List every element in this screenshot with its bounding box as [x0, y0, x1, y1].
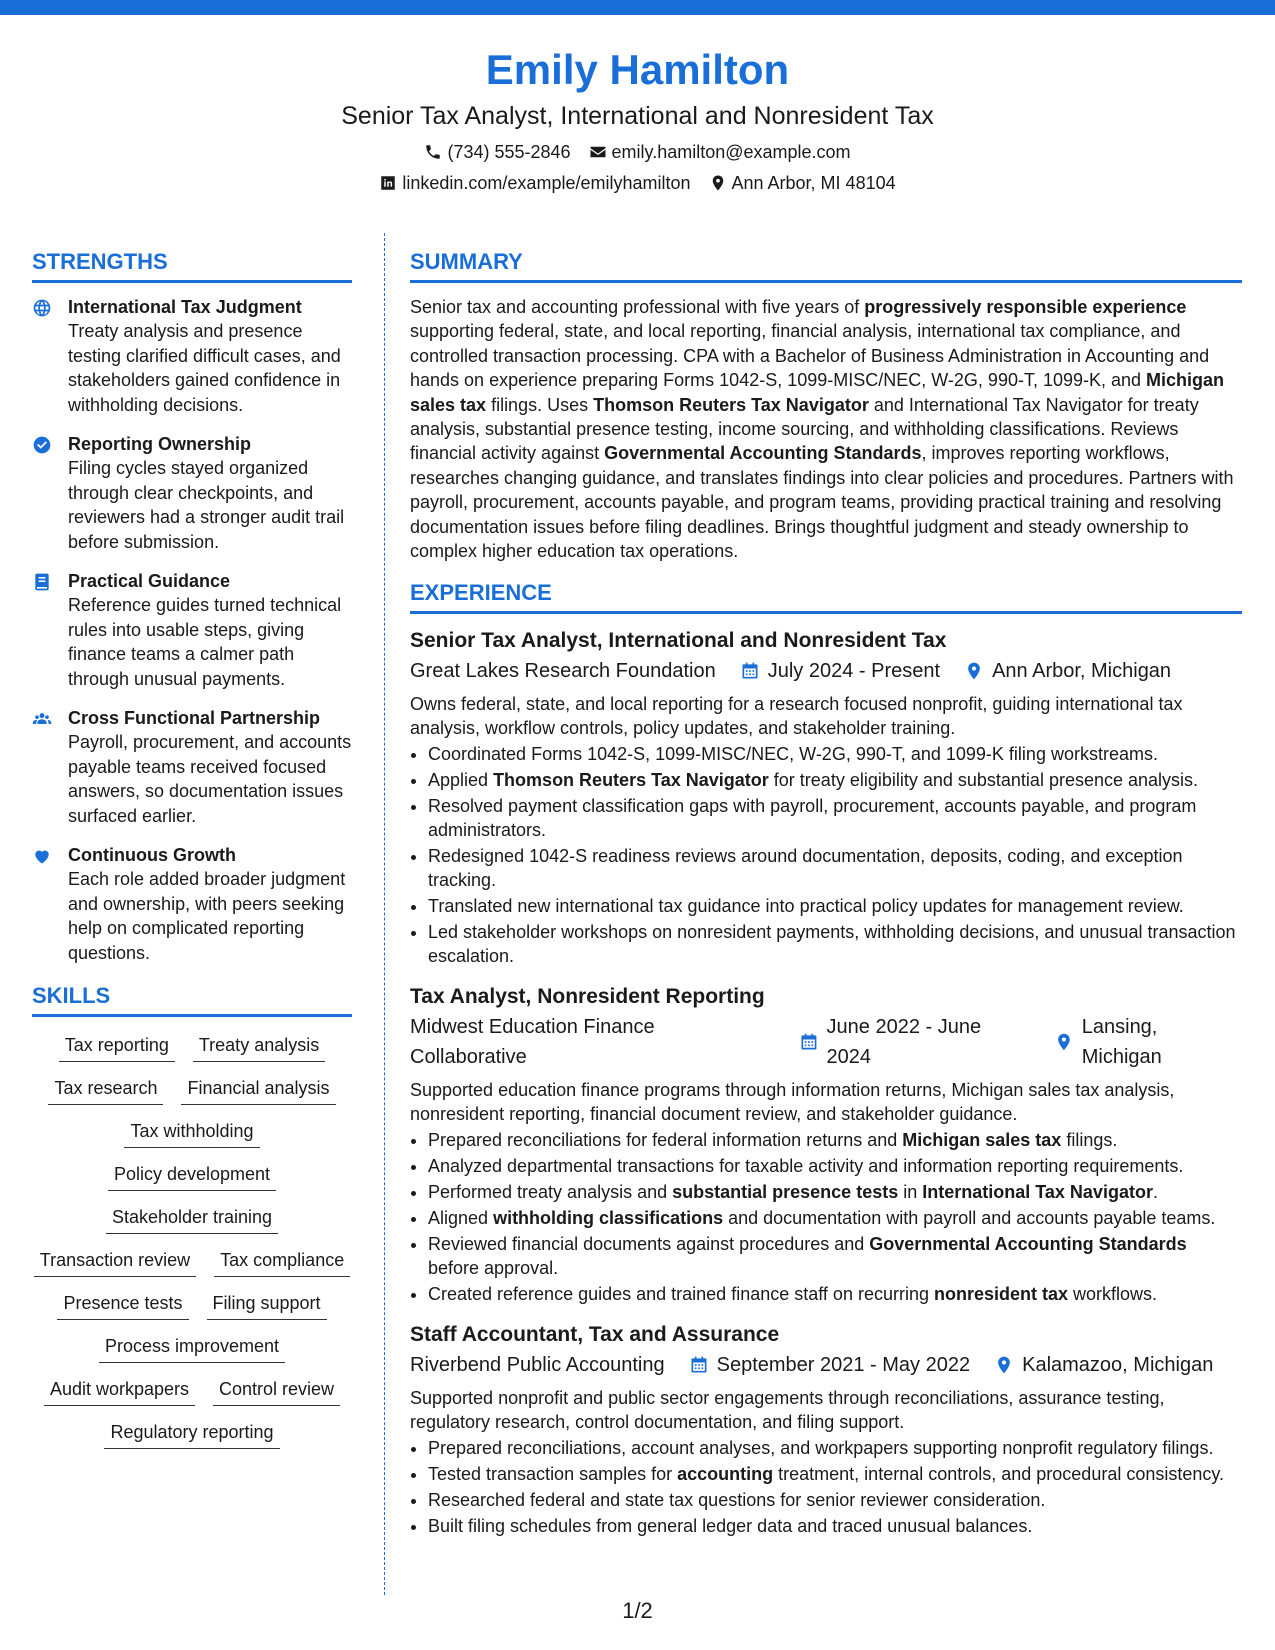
- skill-tag: Control review: [213, 1377, 340, 1406]
- job-company: Midwest Education Finance Collaborative: [410, 1016, 655, 1069]
- left-column: [32, 246, 352, 1449]
- skills-section: [32, 980, 352, 1449]
- job-bullets: [410, 742, 1242, 968]
- skill-tag: Transaction review: [34, 1248, 196, 1277]
- calendar-icon: [689, 1355, 709, 1375]
- location-text: Ann Arbor, MI 48104: [731, 173, 896, 193]
- skill-tag: Tax reporting: [59, 1033, 175, 1062]
- job-bullet: • Resolved payment classification gaps with payroll, procurement, accounts payable, and program administrators.: [428, 794, 1242, 842]
- summary-paragraph: Senior tax and accounting professional with five years of progressively responsible experience supporting federal, state, and local reporting, financial analysis, international tax compliance, and controlled transaction processing. CPA with a Bachelor of Business Administration in Accounting and hands on experience preparing Forms 1042-S, 1099-MISC/NEC, W-2G, 990-T, 1099-K, and Michigan sales tax filings. Uses Thomson Reuters Tax Navigator and International Tax Navigator for treaty analysis, substantial presence testing, income sourcing, and withholding classifications. Reviews financial activity against Governmental Accounting Standards, improves reporting workflows, researches changing guidance, and translates findings into clear policies and procedures. Partners with payroll, procurement, accounts payable, and program teams, providing practical training and resolving documentation issues before filing deadlines. Brings thoughtful judgment and steady ownership to complex higher education tax operations.: [410, 297, 1234, 562]
- strengths-list: [32, 295, 352, 965]
- strengths-heading: STRENGTHS: [32, 246, 352, 283]
- job-bullets: [410, 1436, 1242, 1538]
- experience-list: [410, 626, 1242, 1538]
- email-text: emily.hamilton@example.com: [611, 142, 851, 162]
- job-bullet: • Tested transaction samples for accounting treatment, internal controls, and procedural consistency.: [428, 1462, 1242, 1486]
- map-pin-icon: [1054, 1032, 1074, 1052]
- job-bullet: • Researched federal and state tax questions for senior reviewer consideration.: [428, 1488, 1242, 1512]
- job-company: Great Lakes Research Foundation: [410, 660, 716, 683]
- strength-body: [68, 432, 352, 554]
- job-bullet: • Prepared reconciliations, account analyses, and workpapers supporting nonprofit regulatory filings.: [428, 1436, 1242, 1460]
- strength-title: Continuous Growth: [68, 845, 236, 865]
- skill-tag: Tax compliance: [214, 1248, 350, 1277]
- phone-text: (734) 555-2846: [447, 142, 571, 162]
- strength-title: International Tax Judgment: [68, 297, 302, 317]
- globe-icon: [32, 295, 56, 417]
- strength-title: Practical Guidance: [68, 571, 231, 591]
- contact-location: [709, 171, 896, 195]
- strength-item: [32, 706, 352, 828]
- skill-tag: Audit workpapers: [44, 1377, 195, 1406]
- contact-email[interactable]: [589, 140, 851, 164]
- job-title: Tax Analyst, Nonresident Reporting: [410, 985, 765, 1009]
- job-bullet: • Translated new international tax guidance into practical policy updates for management review.: [428, 894, 1242, 918]
- strength-body: [68, 843, 352, 965]
- job-bullets: [410, 1128, 1242, 1306]
- strength-body: [68, 569, 352, 691]
- strength-description: Each role added broader judgment and ownership, with peers seeking help on complicated reporting questions.: [68, 869, 346, 963]
- skill-tag: Filing support: [207, 1291, 327, 1320]
- strength-item: [32, 432, 352, 554]
- skill-tag: Tax withholding: [124, 1119, 259, 1148]
- job-meta: [410, 1350, 1242, 1380]
- job-bullet: • Performed treaty analysis and substantial presence tests in International Tax Navigator.: [428, 1180, 1242, 1204]
- job-dates: July 2024 - Present: [740, 656, 940, 686]
- page-number: 1/2: [622, 1598, 653, 1623]
- job-bullet: • Built filing schedules from general ledger data and traced unusual balances.: [428, 1514, 1242, 1538]
- job-title: Staff Accountant, Tax and Assurance: [410, 1323, 780, 1347]
- job-dates: June 2022 - June 2024: [799, 1012, 1030, 1072]
- strength-item: [32, 569, 352, 691]
- strength-description: Treaty analysis and presence testing clarified difficult cases, and stakeholders gained confidence in withholding decisions.: [68, 321, 341, 415]
- job-bullet: • Reviewed financial documents against procedures and Governmental Accounting Standards before approval.: [428, 1232, 1242, 1280]
- job-dates: September 2021 - May 2022: [689, 1350, 971, 1380]
- calendar-icon: [740, 661, 760, 681]
- candidate-title: Senior Tax Analyst, International and Nonresident Tax: [341, 102, 934, 130]
- job-bullet: • Aligned withholding classifications and documentation with payroll and accounts payable teams.: [428, 1206, 1242, 1230]
- job-meta: [410, 656, 1242, 686]
- contact-linkedin[interactable]: [379, 171, 690, 195]
- job-bullet: • Applied Thomson Reuters Tax Navigator for treaty eligibility and substantial presence analysis.: [428, 768, 1242, 792]
- resume-header: [0, 40, 1275, 195]
- job-entry: [410, 1320, 1242, 1538]
- job-bullet: • Created reference guides and trained finance staff on recurring nonresident tax workflows.: [428, 1282, 1242, 1306]
- map-pin-icon: [994, 1355, 1014, 1375]
- job-location: Lansing, Michigan: [1054, 1012, 1242, 1072]
- skill-tag: Process improvement: [99, 1334, 285, 1363]
- contact-row-2: [0, 171, 1275, 195]
- users-icon: [32, 706, 56, 828]
- strength-title: Reporting Ownership: [68, 434, 252, 454]
- skill-tag: Treaty analysis: [193, 1033, 325, 1062]
- heart-icon: [32, 843, 56, 965]
- job-bullet: • Coordinated Forms 1042-S, 1099-MISC/NEC, W-2G, 990-T, and 1099-K filing workstreams.: [428, 742, 1242, 766]
- strength-title: Cross Functional Partnership: [68, 708, 321, 728]
- job-description: Supported education finance programs through information returns, Michigan sales tax analysis, nonresident reporting, financial document review, and stakeholder guidance.: [410, 1080, 1175, 1125]
- skills-list: [32, 1029, 352, 1449]
- map-pin-icon: [709, 174, 727, 192]
- strength-description: Reference guides turned technical rules into usable steps, giving finance teams a calmer path through unusual payments.: [68, 595, 342, 689]
- phone-icon: [424, 143, 442, 161]
- job-entry: [410, 626, 1242, 968]
- skill-tag: Financial analysis: [181, 1076, 335, 1105]
- linkedin-text: linkedin.com/example/emilyhamilton: [402, 173, 691, 193]
- job-entry: [410, 982, 1242, 1306]
- candidate-name: Emily Hamilton: [485, 46, 790, 93]
- map-pin-icon: [964, 661, 984, 681]
- linkedin-icon: [379, 174, 397, 192]
- skill-tag: Stakeholder training: [106, 1205, 278, 1234]
- summary-heading: SUMMARY: [410, 246, 1242, 283]
- skill-tag: Tax research: [48, 1076, 163, 1105]
- job-bullet: • Prepared reconciliations for federal information returns and Michigan sales tax filings.: [428, 1128, 1242, 1152]
- strength-description: Payroll, procurement, and accounts payable teams received focused answers, so documentation issues surfaced earlier.: [68, 732, 352, 826]
- check-circle-icon: [32, 432, 56, 554]
- strength-body: [68, 295, 352, 417]
- strength-body: [68, 706, 352, 828]
- column-divider: [384, 233, 385, 1595]
- contact-row-1: [0, 140, 1275, 164]
- skill-tag: Policy development: [108, 1162, 276, 1191]
- strength-description: Filing cycles stayed organized through clear checkpoints, and reviewers had a stronger audit trail before submission.: [68, 458, 345, 552]
- envelope-icon: [589, 143, 607, 161]
- experience-heading: EXPERIENCE: [410, 577, 1242, 614]
- right-column: [410, 246, 1242, 1552]
- job-description: Owns federal, state, and local reporting for a research focused nonprofit, guiding international tax analysis, workflow controls, policy updates, and stakeholder training.: [410, 694, 1183, 739]
- job-company: Riverbend Public Accounting: [410, 1354, 665, 1377]
- strength-item: [32, 295, 352, 417]
- job-bullet: • Redesigned 1042-S readiness reviews around documentation, deposits, coding, and exception tracking.: [428, 844, 1242, 892]
- book-icon: [32, 569, 56, 691]
- job-meta: [410, 1012, 1242, 1072]
- contact-phone[interactable]: [424, 140, 570, 164]
- job-location: Kalamazoo, Michigan: [994, 1350, 1213, 1380]
- skill-tag: Presence tests: [57, 1291, 188, 1320]
- calendar-icon: [799, 1032, 819, 1052]
- job-location: Ann Arbor, Michigan: [964, 656, 1171, 686]
- top-accent-bar: [0, 0, 1275, 15]
- job-title: Senior Tax Analyst, International and Nonresident Tax: [410, 629, 947, 653]
- job-bullet: • Led stakeholder workshops on nonresident payments, withholding decisions, and unusual transaction escalation.: [428, 920, 1242, 968]
- strength-item: [32, 843, 352, 965]
- job-description: Supported nonprofit and public sector engagements through reconciliations, assurance testing, regulatory research, control documentation, and filing support.: [410, 1388, 1165, 1433]
- skill-tag: Regulatory reporting: [104, 1420, 279, 1449]
- job-bullet: • Analyzed departmental transactions for taxable activity and information reporting requirements.: [428, 1154, 1242, 1178]
- skills-heading: SKILLS: [32, 980, 352, 1017]
